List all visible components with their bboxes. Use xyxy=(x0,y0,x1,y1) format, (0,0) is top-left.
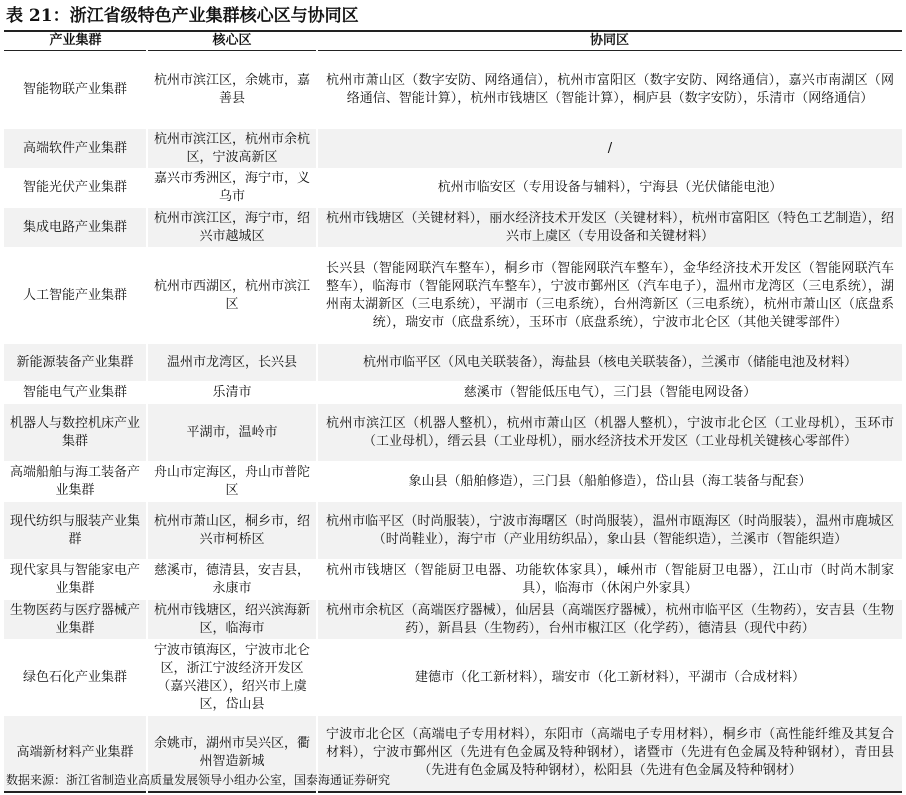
coop-cell: 长兴县（智能网联汽车整车），桐乡市（智能网联汽车整车），金华经济技术开发区（智能网联汽车整车），临海市（智能网联汽车整车），宁波市鄞州区（汽车电子），温州市龙湾区（三电系统），湖州南太湖新区（三电系统），平湖市（三电系统），台州湾新区（三电系统），杭州市萧山区（底盘系统），瑞安市（底盘系统），玉环市（底盘系统），宁波市北仑区（其他关键零部件） xyxy=(317,248,902,344)
coop-cell: 象山县（船舶修造），三门县（船舶修造），岱山县（海工装备与配套） xyxy=(317,462,902,502)
coop-cell: 宁波市北仑区（高端电子专用材料），东阳市（高端电子专用材料），桐乡市（高性能纤维及其复合材料），宁波市鄞州区（先进有色金属及特种钢材），诸暨市（先进有色金属及特种钢材），青田县（先进有色金属及特种钢材），松阳县（先进有色金属及特种钢材） xyxy=(317,716,902,792)
header-row xyxy=(4,31,902,51)
cluster-cell: 现代纺织与服装产业集群 xyxy=(4,502,147,560)
coop-cell: 建德市（化工新材料），瑞安市（化工新材料），平湖市（合成材料） xyxy=(317,640,902,716)
coop-cell: 杭州市临平区（时尚服装），宁波市海曙区（时尚服装），温州市瓯海区（时尚服装），温州市鹿城区（时尚鞋业），海宁市（产业用纺织品），象山县（智能织造），兰溪市（智能织造） xyxy=(317,502,902,560)
header-coop-zone: 协同区 xyxy=(589,33,629,48)
cluster-cell: 绿色石化产业集群 xyxy=(4,640,147,716)
cluster-cell: 高端船舶与海工装备产业集群 xyxy=(4,462,147,502)
coop-cell: / xyxy=(317,129,902,169)
core-cell: 杭州市滨江区，杭州市余杭区，宁波高新区 xyxy=(147,129,317,169)
data-source-note: 数据来源：浙江省制造业高质量发展领导小组办公室，国泰海通证券研究 xyxy=(6,773,391,787)
table-row xyxy=(4,344,902,382)
cluster-cell: 智能光伏产业集群 xyxy=(4,169,147,208)
coop-cell: 慈溪市（智能低压电气），三门县（智能电网设备） xyxy=(317,382,902,404)
table-row xyxy=(4,129,902,169)
cluster-cell: 智能物联产业集群 xyxy=(4,51,147,129)
coop-cell: 杭州市钱塘区（关键材料），丽水经济技术开发区（关键材料），杭州市富阳区（特色工艺制造），绍兴市上虞区（专用设备和关键材料） xyxy=(317,208,902,248)
cluster-cell: 集成电路产业集群 xyxy=(4,208,147,248)
core-cell: 杭州市滨江区，余姚市，嘉善县 xyxy=(147,51,317,129)
core-cell: 舟山市定海区，舟山市普陀区 xyxy=(147,462,317,502)
header-core-zone: 核心区 xyxy=(212,33,252,48)
cluster-cell: 高端新材料产业集群 xyxy=(4,716,147,792)
cluster-cell: 机器人与数控机床产业集群 xyxy=(4,404,147,462)
table-row xyxy=(4,382,902,404)
core-cell: 余姚市，湖州市吴兴区，衢州智造新城 xyxy=(147,716,317,792)
cluster-cell: 高端软件产业集群 xyxy=(4,129,147,169)
core-cell: 宁波市镇海区，宁波市北仑区，浙江宁波经济开发区（嘉兴港区），绍兴市上虞区，岱山县 xyxy=(147,640,317,716)
cluster-cell: 智能电气产业集群 xyxy=(4,382,147,404)
coop-cell: 杭州市临安区（专用设备与辅料），宁海县（光伏储能电池） xyxy=(317,169,902,208)
table-row xyxy=(4,404,902,462)
core-cell: 杭州市西湖区，杭州市滨江区 xyxy=(147,248,317,344)
coop-cell: 杭州市滨江区（机器人整机），杭州市萧山区（机器人整机），宁波市北仑区（工业母机），玉环市（工业母机），缙云县（工业母机），丽水经济技术开发区（工业母机关键核心零部件） xyxy=(317,404,902,462)
coop-cell: 杭州市钱塘区（智能厨卫电器、功能软体家具），嵊州市（智能厨卫电器），江山市（时尚木制家具），临海市（休闲户外家具） xyxy=(317,560,902,600)
core-cell: 杭州市滨江区，海宁市，绍兴市越城区 xyxy=(147,208,317,248)
table-row xyxy=(4,169,902,208)
cluster-cell: 现代家具与智能家电产业集群 xyxy=(4,560,147,600)
core-cell: 杭州市萧山区，桐乡市，绍兴市柯桥区 xyxy=(147,502,317,560)
table-row xyxy=(4,248,902,344)
table-row xyxy=(4,51,902,129)
core-cell: 乐清市 xyxy=(147,382,317,404)
core-cell: 平湖市，温岭市 xyxy=(147,404,317,462)
core-cell: 温州市龙湾区，长兴县 xyxy=(147,344,317,382)
table-row xyxy=(4,640,902,716)
cluster-table xyxy=(4,30,902,793)
coop-cell: 杭州市余杭区（高端医疗器械），仙居县（高端医疗器械），杭州市临平区（生物药），安吉县（生物药），新昌县（生物药），台州市椒江区（化学药），德清县（现代中药） xyxy=(317,600,902,640)
cluster-cell: 人工智能产业集群 xyxy=(4,248,147,344)
table-container xyxy=(4,30,902,793)
header-cluster: 产业集群 xyxy=(49,33,102,48)
core-cell: 慈溪市，德清县，安吉县，永康市 xyxy=(147,560,317,600)
core-cell: 嘉兴市秀洲区，海宁市，义乌市 xyxy=(147,169,317,208)
core-cell: 杭州市钱塘区，绍兴滨海新区，临海市 xyxy=(147,600,317,640)
table-row xyxy=(4,600,902,640)
table-row xyxy=(4,560,902,600)
table-row xyxy=(4,502,902,560)
table-row xyxy=(4,462,902,502)
coop-cell: 杭州市萧山区（数字安防、网络通信），杭州市富阳区（数字安防、网络通信），嘉兴市南湖区（网络通信、智能计算），杭州市钱塘区（智能计算），桐庐县（数字安防），乐清市（网络通信） xyxy=(317,51,902,129)
table-title: 表 21：浙江省级特色产业集群核心区与协同区 xyxy=(6,6,359,26)
cluster-cell: 新能源装备产业集群 xyxy=(4,344,147,382)
cluster-cell: 生物医药与医疗器械产业集群 xyxy=(4,600,147,640)
table-row xyxy=(4,208,902,248)
coop-cell: 杭州市临平区（风电关联装备），海盐县（核电关联装备），兰溪市（储能电池及材料） xyxy=(317,344,902,382)
